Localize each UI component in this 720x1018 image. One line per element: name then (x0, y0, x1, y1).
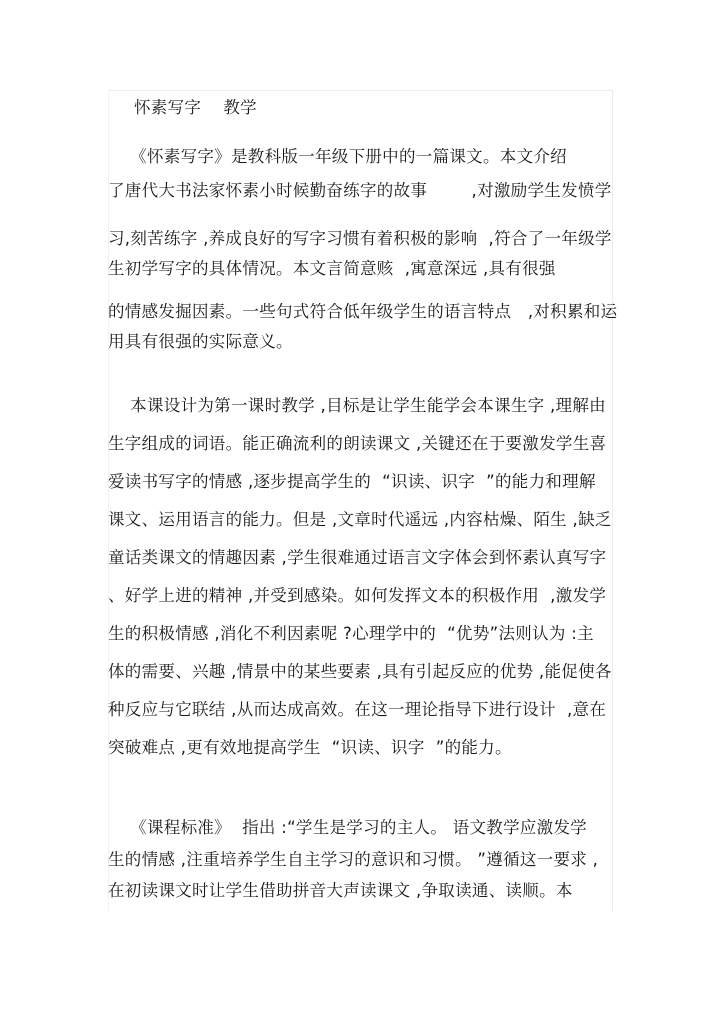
text-line: 生初学写字的具体情况。本文言简意赅 ,寓意深远 ,具有很强 (108, 259, 556, 278)
text-line: 了唐代大书法家怀素小时候勤奋练字的故事 ,对激励学生发愤学 (108, 181, 612, 200)
text-line: 用具有很强的实际意义。 (108, 332, 293, 351)
text-line: 《怀素写字》是教科版一年级下册中的一篇课文。本文介绍 (108, 147, 567, 166)
page-frame (108, 90, 613, 911)
document-title: 怀素写字 教学 (134, 98, 257, 117)
text-line: 爱读书写字的情感 ,逐步提高学生的 “识读、识字 ”的能力和理解 (108, 472, 596, 491)
text-line: 生的情感 ,注重培养学生自主学习的意识和习惯。 ”遵循这一要求 , (108, 850, 599, 869)
text-line: 《课程标准》 指出 :“学生是学习的主人。 语文教学应激发学 (108, 818, 588, 837)
text-line: 、好学上进的精神 ,并受到感染。如何发挥文本的积极作用 ,激发学 (108, 586, 607, 605)
text-line: 生字组成的词语。能正确流利的朗读课文 ,关键还在于要激发学生喜 (108, 434, 607, 453)
text-line: 种反应与它联结 ,从而达成高效。在这一理论指导下进行设计 ,意在 (108, 700, 607, 719)
text-line: 突破难点 ,更有效地提高学生 “识读、识字 ”的能力。 (108, 738, 512, 757)
text-line: 在初读课文时让学生借助拼音大声读课文 ,争取读通、读顺。本 (108, 881, 573, 900)
text-line: 课文、运用语言的能力。但是 ,文章时代遥远 ,内容枯燥、陌生 ,缺乏 (108, 510, 612, 529)
text-line: 童话类课文的情趣因素 ,学生很难通过语言文字体会到怀素认真写字 (108, 548, 607, 567)
text-line: 生的积极情感 ,消化不利因素呢 ?心理学中的 “优势”法则认为 :主 (108, 624, 594, 643)
text-line: 习,刻苦练字 ,养成良好的写字习惯有着积极的影响 ,符合了一年级学 (108, 229, 612, 248)
text-line: 本课设计为第一课时教学 ,目标是让学生能学会本课生字 ,理解由 (108, 396, 606, 415)
text-line: 体的需要、兴趣 ,情景中的某些要素 ,具有引起反应的优势 ,能促使各 (108, 662, 612, 681)
text-line: 的情感发掘因素。一些句式符合低年级学生的语言特点 ,对积累和运 (108, 302, 618, 321)
